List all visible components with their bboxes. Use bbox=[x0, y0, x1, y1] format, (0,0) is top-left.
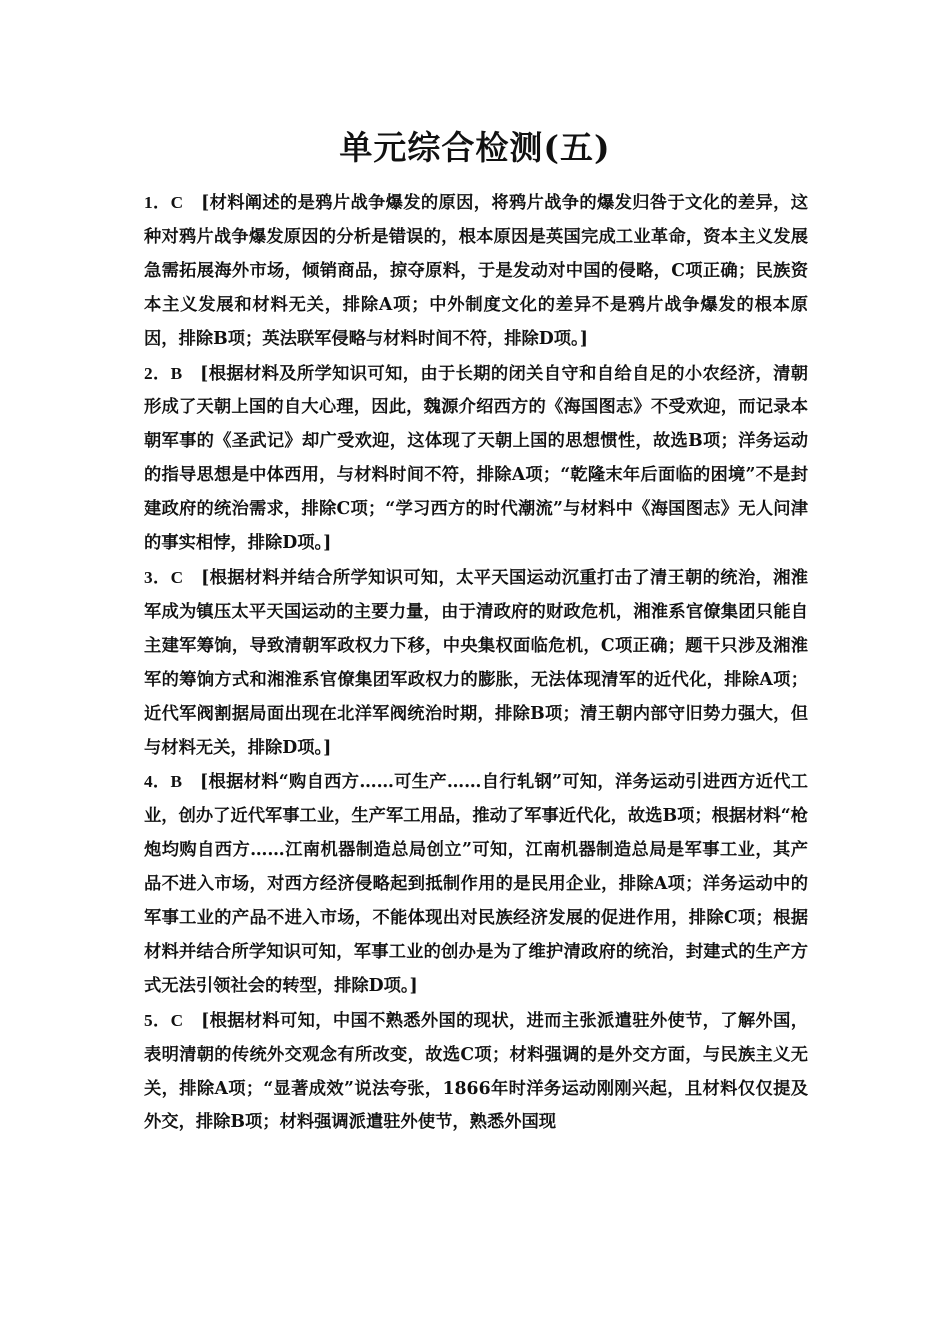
answer-letter: C bbox=[170, 193, 184, 212]
answer-explanation: [根据材料并结合所学知识可知，太平天国运动沉重打击了清王朝的统治，湘淮军成为镇压太平天国运动的主要力量，由于清政府的财政危机，湘淮系官僚集团只能自主建军筹饷，导致清朝军政权力下移，中央集权面临危机，C项正确；题干只涉及湘淮军的筹饷方式和湘淮系官僚集团军政权力的膨胀，无法体现清军的近代化，排除A项；近代军阀割据局面出现在北洋军阀统治时期，排除B项；清王朝内部守旧势力强大，但与材料无关，排除D项。] bbox=[144, 567, 808, 758]
answer-letter: C bbox=[170, 567, 184, 587]
question-number: 5． bbox=[144, 1010, 171, 1030]
answer-item-5 bbox=[144, 1004, 808, 1141]
answer-item-2 bbox=[144, 357, 808, 561]
answer-explanation: [根据材料可知，中国不熟悉外国的现状，进而主张派遣驻外使节，了解外国，表明清朝的传统外交观念有所改变，故选C项；材料强调的是外交方面，与民族主义无关，排除A项；“显著成效”说法夸张，1866年时洋务运动刚刚兴起，且材料仅仅提及外交，排除B项；材料强调派遣驻外使节，熟悉外国现 bbox=[144, 1010, 808, 1133]
answer-explanation: [根据材料及所学知识可知，由于长期的闭关自守和自给自足的小农经济，清朝形成了天朝上国的自大心理，因此，魏源介绍西方的《海国图志》不受欢迎，而记录本朝军事的《圣武记》却广受欢迎，这体现了天朝上国的思想惯性，故选B项；洋务运动的指导思想是中体西用，与材料时间不符，排除A项；“乾隆末年后面临的困境”不是封建政府的统治需求，排除C项；“学习西方的时代潮流”与材料中《海国图志》无人问津的事实相悖，排除D项。] bbox=[144, 363, 808, 554]
answer-list bbox=[144, 186, 808, 1140]
answer-item-1 bbox=[144, 186, 808, 357]
answer-letter: B bbox=[170, 363, 183, 383]
answer-explanation: [根据材料“购自西方……可生产……自行轧钢”可知，洋务运动引进西方近代工业，创办了近代军事工业，生产军工用品，推动了军事近代化，故选B项；根据材料“枪炮均购自西方……江南机器制造总局创立”可知，江南机器制造总局是军事工业，其产品不进入市场，对西方经济侵略起到抵制作用的是民用企业，排除A项；洋务运动中的军事工业的产品不进入市场，不能体现出对民族经济发展的促进作用，排除C项；根据材料并结合所学知识可知，军事工业的创办是为了维护清政府的统治，封建式的生产方式无法引领社会的转型，排除D项。] bbox=[144, 772, 808, 996]
answer-explanation: [材料阐述的是鸦片战争爆发的原因，将鸦片战争的爆发归咎于文化的差异，这种对鸦片战争爆发原因的分析是错误的，根本原因是英国完成工业革命，资本主义发展急需拓展海外市场，倾销商品，掠夺原料，于是发动对中国的侵略，C项正确；民族资本主义发展和材料无关，排除A项；中外制度文化的差异不是鸦片战争爆发的根本原因，排除B项；英法联军侵略与材料时间不符，排除D项。] bbox=[144, 193, 808, 349]
page-title: 单元综合检测(五) bbox=[339, 128, 611, 167]
question-number: 3． bbox=[144, 567, 171, 587]
question-number: 2． bbox=[144, 363, 171, 383]
question-number: 1． bbox=[144, 193, 171, 212]
answer-letter: B bbox=[170, 772, 183, 792]
question-number: 4． bbox=[144, 772, 171, 792]
answer-item-4 bbox=[144, 765, 808, 1003]
answer-item-3 bbox=[144, 561, 808, 765]
answer-letter: C bbox=[170, 1010, 184, 1030]
